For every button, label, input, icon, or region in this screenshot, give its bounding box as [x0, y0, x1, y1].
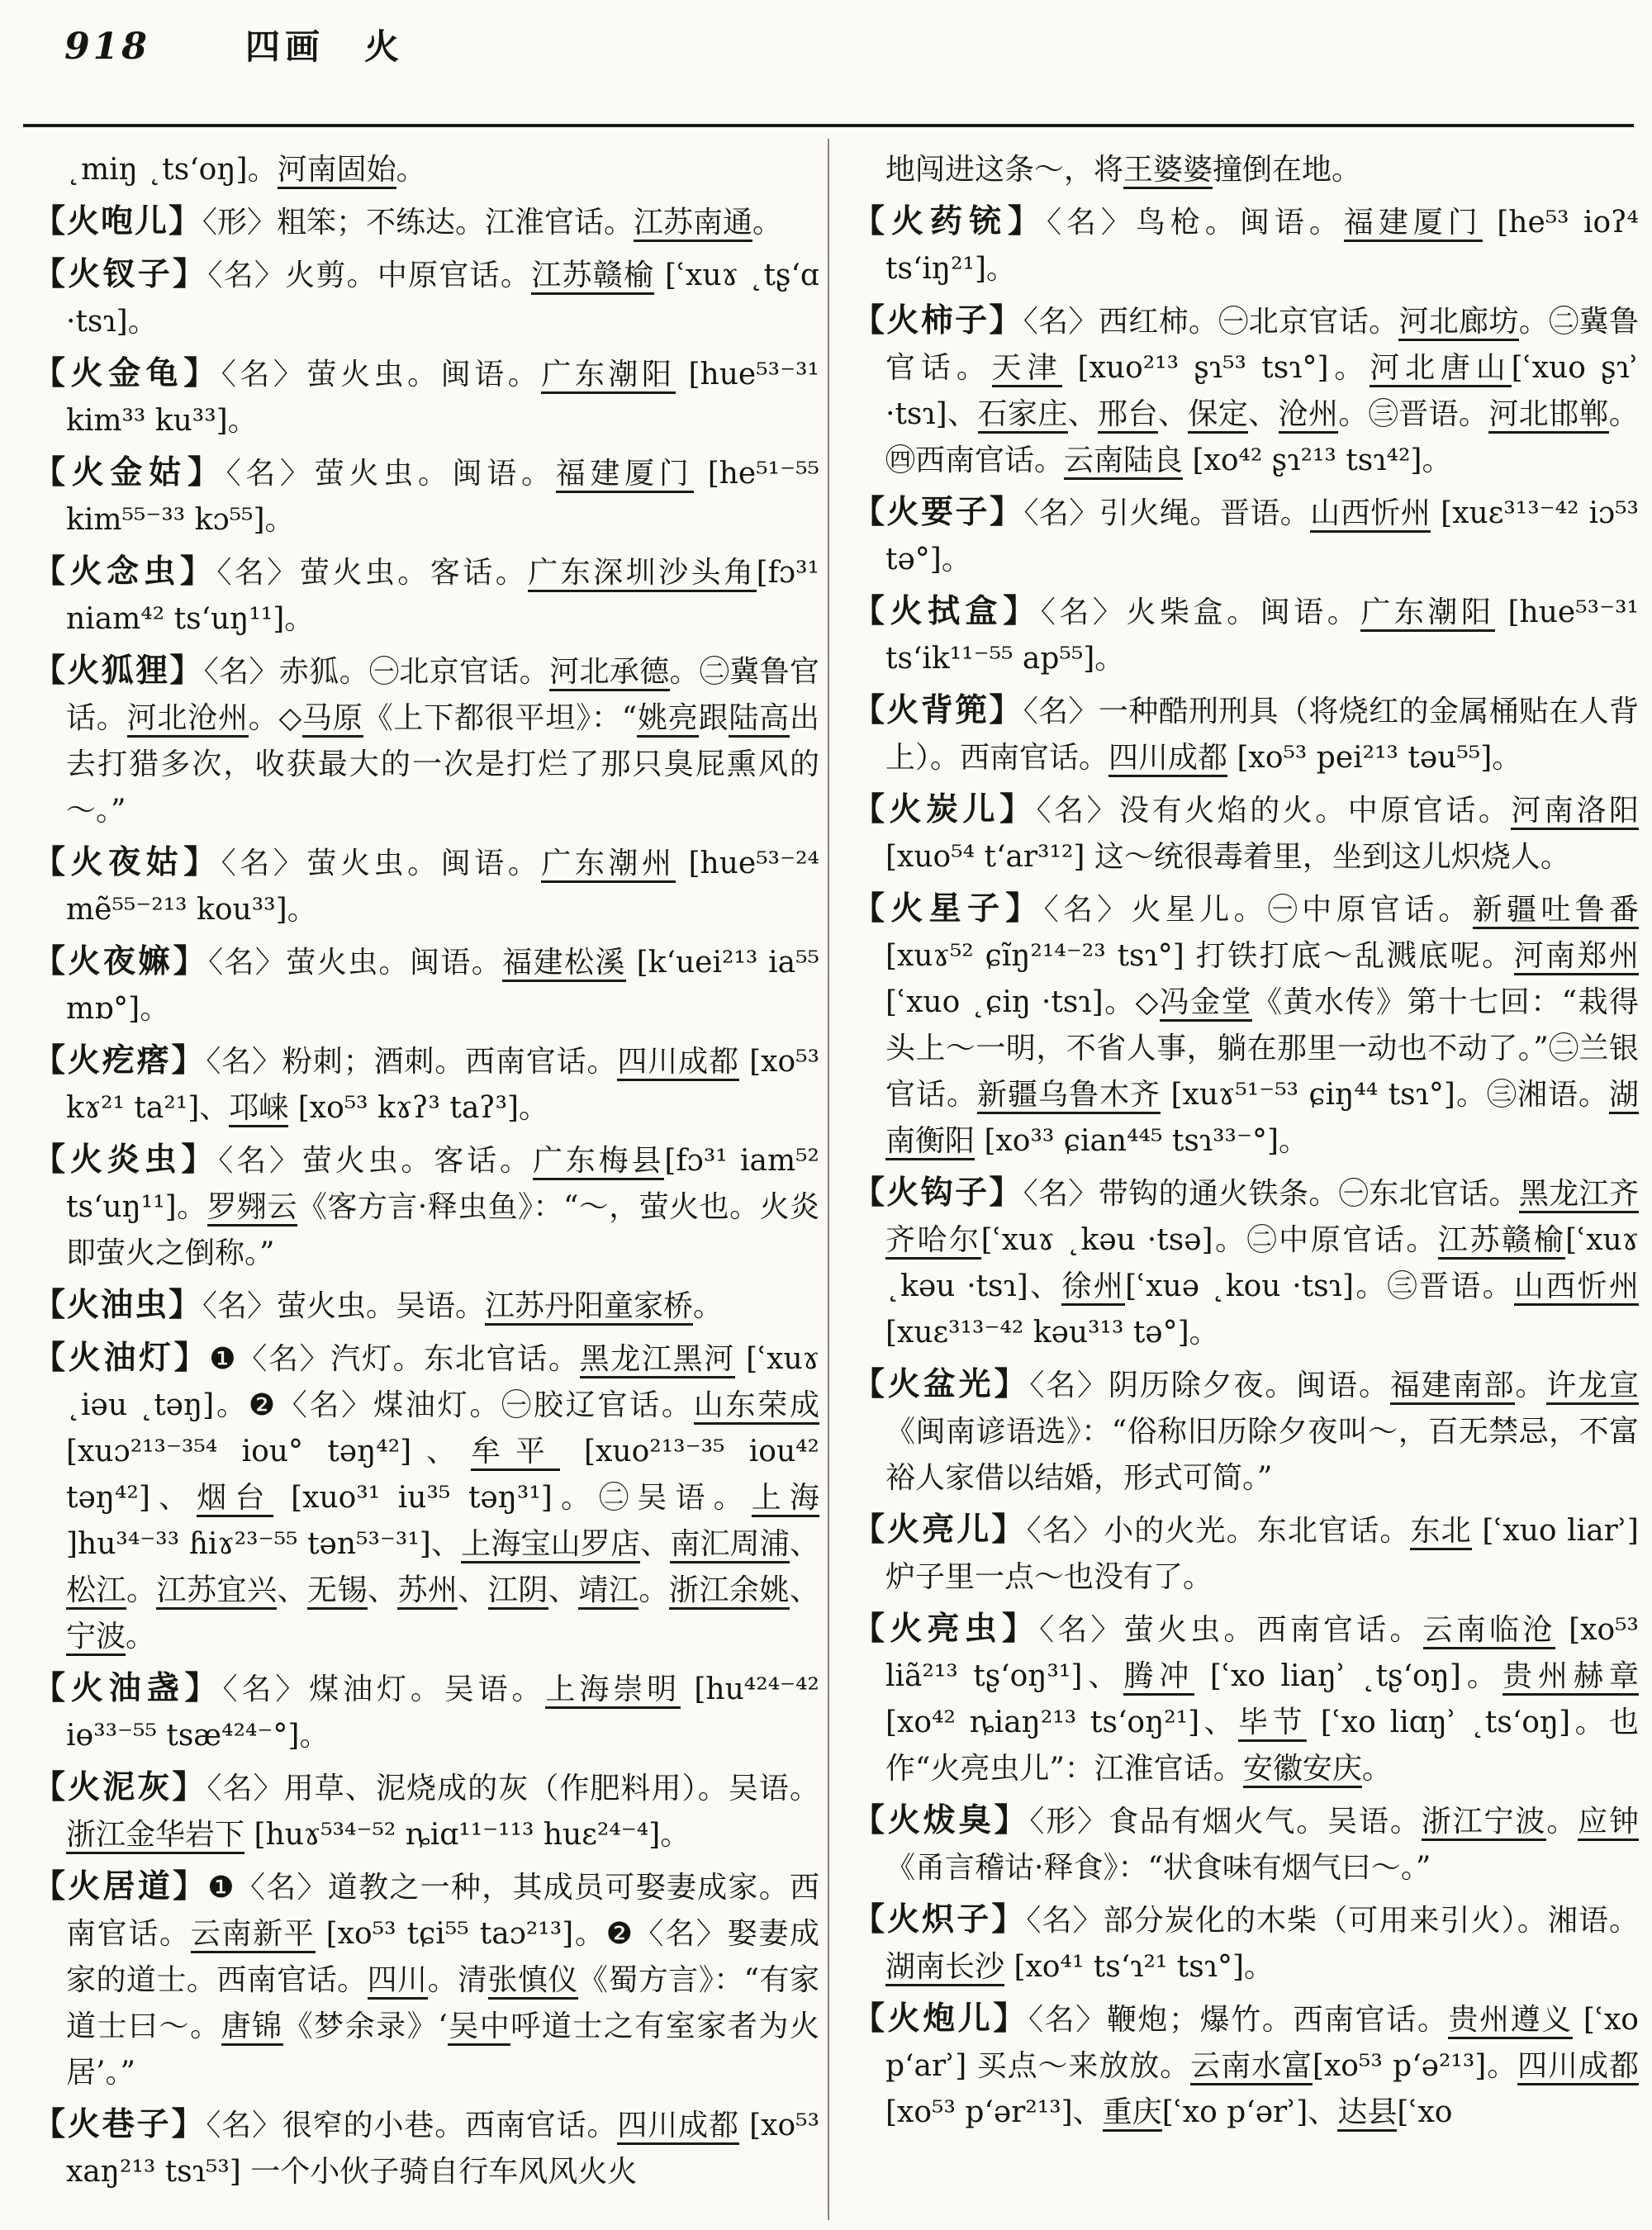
dict-entry [33, 1764, 819, 1858]
entry-text: 〈名〉部分炭化的木柴（可用来引火）。湘语。 [1026, 1904, 1639, 1938]
entry-text: [fɔ³¹ iam⁵² tsʻuŋ¹¹]。 [66, 1144, 819, 1224]
entry-headword: 【火咆儿】 [33, 202, 203, 240]
chapter-heading: 四画 火 [244, 26, 404, 67]
proper-noun: 上海 [752, 1481, 819, 1517]
proper-noun: 浙江余姚 [669, 1573, 790, 1610]
proper-noun: 宁波 [66, 1620, 126, 1656]
entry-text: [xo⁴² ȵiaŋ²¹³ tsʻoŋ²¹]、 [885, 1706, 1239, 1739]
proper-noun: 福建厦门 [1344, 206, 1483, 242]
entry-text: 。 [396, 153, 426, 187]
dict-entry [33, 1665, 819, 1759]
proper-noun: 腾冲 [1123, 1659, 1194, 1696]
proper-noun: 湖南衡阳 [885, 1078, 1639, 1160]
entry-headword: 【火夜姑】 [33, 843, 221, 881]
entry-text: 〈名〉用草、泥烧成的灰（作肥料用）。吴语。 [206, 1772, 819, 1805]
entry-headword: 【火炮儿】 [852, 2000, 1029, 2038]
proper-noun: 毕节 [1238, 1706, 1307, 1742]
entry-text: 《闽南谚语选》：“俗称旧历除夕夜叫～，百无禁忌，不富裕人家借以结婚，形式可简。” [885, 1415, 1639, 1495]
proper-noun: 马原 [302, 701, 363, 738]
dict-entry [852, 588, 1639, 682]
entry-headword: 【火泥灰】 [33, 1768, 207, 1806]
entry-text: 《客方言·释虫鱼》：“～，萤火也。火炎即萤火之倒称。” [66, 1190, 819, 1270]
entry-text: 《黄水传》第十七回：“栽得头上～一明，不省人事，躺在那里一动也不动了。”㊁兰银官话。 [885, 985, 1639, 1112]
entry-text: [xo⁵³ kɤʔ³ taʔ³]。 [288, 1091, 549, 1125]
entry-text: [he⁵¹⁻⁵⁵ kim⁵⁵⁻³³ kɔ⁵⁵]。 [66, 457, 819, 537]
dict-entry [33, 648, 819, 834]
entry-text: [xuɛ³¹³⁻⁴² iɔ⁵³ tə°]。 [885, 496, 1639, 576]
proper-noun: 江苏赣榆 [1438, 1223, 1565, 1260]
entry-text: 跟 [698, 701, 729, 735]
entry-text: [ʿxo pʻərʾ]、 [1161, 2095, 1338, 2129]
proper-noun: 山西忻州 [1310, 496, 1431, 533]
entry-text: 、 [1248, 397, 1279, 431]
proper-noun: 福建厦门 [556, 457, 694, 493]
proper-noun: 河北沧州 [127, 701, 249, 738]
dict-entry [33, 449, 819, 543]
proper-noun: 黑龙江黑河 [580, 1342, 735, 1378]
entry-headword: 【火巷子】 [33, 2105, 206, 2143]
entry-text: [ʿxuo ʂɿʾ ·tsɿ]、 [885, 351, 1639, 431]
entry-text: 、 [789, 1573, 819, 1607]
entry-headword: 【火金姑】 [33, 453, 226, 491]
entry-text: 〈名〉萤火虫。吴语。 [202, 1289, 486, 1323]
entry-text: 。 [752, 206, 783, 240]
dict-entry [33, 938, 819, 1032]
proper-noun: 天津 [992, 351, 1063, 387]
proper-noun: 广东潮阳 [541, 358, 675, 394]
entry-text: [he⁵³ ioʔ⁴ tsʻiŋ²¹]。 [885, 206, 1639, 286]
right-column [852, 147, 1639, 2141]
header-rule [23, 124, 1634, 127]
proper-noun: 四川 [368, 1963, 428, 2000]
entry-text: 〈名〉西红柿。㊀北京官话。 [1023, 305, 1399, 339]
entry-headword: 【火疙瘩】 [33, 1041, 206, 1079]
column-divider [828, 139, 829, 2220]
proper-noun: 保定 [1188, 397, 1248, 434]
proper-noun: 江苏宜兴 [156, 1573, 277, 1610]
entry-text: 撞倒在地。 [1213, 153, 1362, 187]
proper-noun: 陆高 [729, 701, 790, 738]
proper-noun: 松江 [66, 1573, 126, 1610]
entry-text: 。 [1546, 1805, 1578, 1839]
dict-entry [852, 885, 1639, 1165]
proper-noun: 河北邯郸 [1488, 397, 1609, 434]
entry-text: [ʿxuɤ ˛kəu ·tsə]。㊁中原官话。 [980, 1223, 1438, 1257]
entry-headword: 【火油虫】 [33, 1286, 203, 1324]
entry-text: [hue⁵³⁻³¹ kim³³ ku³³]。 [66, 358, 819, 438]
entry-text: [xo⁵³ pʻə²¹³]。 [1312, 2049, 1518, 2083]
entry-text: 。◇ [248, 701, 303, 735]
dict-entry [852, 1995, 1639, 2136]
entry-headword: 【火钗子】 [33, 255, 208, 293]
entry-text: 。 [126, 1573, 157, 1607]
entry-text: 〈名〉一种酷刑刑具（将烧红的金属桶贴在人背上）。西南官话。 [885, 695, 1639, 775]
entry-text: 《甬言稽诂·释食》：“状食味有烟气曰～。” [885, 1851, 1431, 1885]
entry-text: 《梦余录》‘ [282, 2009, 448, 2043]
entry-text: 〈名〉鞭炮；爆竹。西南官话。 [1028, 2003, 1449, 2037]
proper-noun: 邛崃 [229, 1091, 288, 1127]
entry-text: [hu⁴²⁴⁻⁴² iɵ³³⁻⁵⁵ tsæ⁴²⁴⁻°]。 [66, 1672, 819, 1753]
entry-text: [xo⁴¹ tsʻɿ²¹ tsɿ°]。 [1004, 1950, 1275, 1984]
proper-noun: 烟台 [197, 1481, 273, 1517]
dict-entry [33, 350, 819, 444]
entry-headword: 【火炦臭】 [852, 1801, 1030, 1839]
dict-entry-continuation [852, 147, 1639, 193]
dict-entry [33, 2101, 819, 2195]
proper-noun: 四川成都 [617, 2109, 738, 2145]
proper-noun: 姚亮 [637, 701, 698, 738]
entry-headword: 【火柿子】 [852, 301, 1023, 339]
entry-text: 〈名〉阴历除夕夜。闽语。 [1029, 1369, 1390, 1402]
entry-text: [xuo³¹ iu³⁵ təŋ³¹]。㊁吴语。 [273, 1481, 752, 1515]
entry-text: [ʿxuo ˛ɕiŋ ·tsɿ]。◇ [885, 985, 1160, 1019]
entry-text: [hue⁵³⁻²⁴ mẽ⁵⁵⁻²¹³ kou³³]。 [66, 847, 819, 927]
proper-noun: 黑龙江齐齐哈尔 [885, 1177, 1639, 1260]
entry-text: 〈名〉萤火虫。闽语。 [208, 946, 503, 980]
entry-text: 〈名〉小的火光。东北官话。 [1026, 1514, 1411, 1548]
proper-noun: 张慎仪 [488, 1963, 578, 2000]
proper-noun: 山西忻州 [1514, 1269, 1639, 1306]
dict-entry [852, 1606, 1639, 1792]
entry-headword: 【火药铳】 [852, 202, 1047, 240]
entry-text: [ʿxo liɑŋʾ ˛tsʻoŋ]。也作“火亮虫儿”：江淮官话。 [885, 1706, 1639, 1786]
entry-text: 。㊁冀鲁官话。 [66, 655, 819, 735]
proper-noun: 东北 [1410, 1514, 1471, 1550]
entry-text: [xuɛ³¹³⁻⁴² kəu³¹³ tə°]。 [885, 1316, 1219, 1350]
left-column [33, 147, 819, 2200]
proper-noun: 达县 [1337, 2095, 1397, 2132]
entry-text: [xo³³ ɕian⁴⁴⁵ tsɿ³³⁻°]。 [975, 1124, 1308, 1158]
proper-noun: 湖南长沙 [885, 1950, 1004, 1986]
entry-text: 〈名〉引火绳。晋语。 [1023, 496, 1311, 530]
entry-text: [huɤ⁵³⁴⁻⁵² ȵiɑ¹¹⁻¹¹³ huɛ²⁴⁻⁴]。 [244, 1818, 691, 1852]
dict-entry [852, 1506, 1639, 1601]
proper-noun: 云南临沧 [1423, 1613, 1556, 1649]
proper-noun: 沧州 [1279, 397, 1339, 434]
entry-text: [ʿxo pʻarʾ] 买点～来放放。 [885, 2003, 1639, 2083]
entry-text: [xo⁵³ pei²¹³ təu⁵⁵]。 [1227, 741, 1522, 775]
entry-text: [kʻuei²¹³ ia⁵⁵ mɒ°]。 [66, 946, 819, 1026]
entry-text: 〈名〉赤狐。㊀北京官话。 [203, 655, 550, 689]
proper-noun: 应钟 [1578, 1805, 1639, 1841]
entry-text: ❶〈名〉道教之一种，其成员可娶妻成家。西南官话。 [66, 1871, 819, 1951]
proper-noun: 徐州 [1061, 1269, 1125, 1306]
proper-noun: 上海崇明 [545, 1672, 681, 1709]
entry-headword: 【火金龟】 [33, 354, 221, 392]
proper-noun: 唐锦 [221, 2009, 283, 2046]
proper-noun: 广东潮州 [541, 847, 675, 883]
proper-noun: 罗翙云 [207, 1190, 297, 1226]
entry-headword: 【火钩子】 [852, 1174, 1023, 1212]
entry-text: [xuo²¹³⁻³⁵ iou⁴² təŋ⁴²]、 [66, 1435, 819, 1515]
entry-text: [xo⁵³ xaŋ²¹³ tsɿ⁵³] 一个小伙子骑自行车风风火火 [66, 2109, 819, 2189]
proper-noun: 浙江金华岩下 [66, 1818, 244, 1854]
proper-noun: 石家庄 [978, 397, 1068, 434]
entry-headword: 【火油盏】 [33, 1669, 223, 1707]
dict-entry [852, 786, 1639, 880]
dict-entry [33, 1136, 819, 1277]
proper-noun: 许龙宣 [1546, 1369, 1639, 1405]
entry-text: 地闯进这条～，将 [885, 153, 1124, 187]
proper-noun: 云南新平 [191, 1917, 316, 1953]
dict-entry [852, 198, 1639, 292]
page-number: 918 [64, 26, 150, 68]
proper-noun: 吴中 [448, 2009, 511, 2046]
proper-noun: 河南郑州 [1514, 939, 1639, 975]
proper-noun: 山东荣成 [694, 1388, 819, 1425]
entry-text: [xuo⁵⁴ tʻar³¹²] 这～统很毒着里，坐到这儿炽烧人。 [885, 840, 1570, 874]
entry-text: [xuo²¹³ ʂɿ⁵³ tsɿ°]。 [1062, 351, 1370, 385]
entry-text: [fɔ³¹ niam⁴² tsʻuŋ¹¹]。 [66, 556, 819, 636]
entry-text: 、 [1067, 397, 1099, 431]
entry-text: 《上下都很平坦》：“ [363, 701, 638, 735]
proper-noun: 四川成都 [1108, 741, 1227, 777]
dict-entry [852, 687, 1639, 781]
entry-text: ❶〈名〉汽灯。东北官话。 [209, 1342, 580, 1376]
proper-noun: 南汇周浦 [670, 1527, 790, 1563]
proper-noun: 新疆乌鲁木齐 [977, 1078, 1161, 1114]
entry-text: [ʿxuo liarʾ] 炉子里一点～也没有了。 [885, 1514, 1639, 1594]
entry-headword: 【火炎虫】 [33, 1141, 219, 1179]
entry-text: 呼道士之有室家者为火居’。” [66, 2009, 819, 2090]
entry-text: [ʿxuɤ ˛iəu ˛təŋ]。❷〈名〉煤油灯。㊀胶辽官话。 [66, 1342, 819, 1422]
proper-noun: 贵州遵义 [1448, 2003, 1572, 2039]
proper-noun: 广东潮阳 [1360, 595, 1494, 632]
entry-text: 、 [789, 1527, 819, 1561]
entry-text: 〈名〉没有火焰的火。中原官话。 [1036, 794, 1512, 828]
entry-text: [xuɤ⁵² ɕĩŋ²¹⁴⁻²³ tsɿ°] 打铁打底～乱溅底呢。 [885, 939, 1514, 973]
entry-headword: 【火居道】 [33, 1867, 208, 1905]
entry-text: 〈名〉萤火虫。闽语。 [225, 457, 556, 491]
entry-text: 〈名〉萤火虫。闽语。 [221, 358, 542, 391]
proper-noun: 冯金堂 [1160, 985, 1252, 1022]
proper-noun: 福建松溪 [502, 946, 626, 982]
proper-noun: 广东深圳沙头角 [528, 556, 756, 592]
proper-noun: 江苏丹阳童家桥 [485, 1289, 693, 1326]
proper-noun: 四川成都 [1517, 2049, 1639, 2085]
entry-text: [xo⁵³ kɤ²¹ ta²¹]、 [66, 1045, 819, 1125]
proper-noun: 牟平 [471, 1435, 560, 1471]
entry-headword: 【火亮儿】 [852, 1511, 1027, 1549]
dict-entry [852, 1797, 1639, 1891]
entry-text: ˛miŋ ˛tsʻoŋ]。 [66, 153, 278, 187]
proper-noun: 新疆吐鲁番 [1473, 893, 1639, 929]
entry-text: 〈名〉煤油灯。吴语。 [222, 1672, 546, 1706]
entry-text: 〈名〉粉刺；酒刺。西南官话。 [206, 1045, 618, 1079]
proper-noun: 河北廊坊 [1398, 305, 1518, 341]
entry-text: 、 [640, 1527, 671, 1561]
entry-text: [xo⁴² ʂɿ²¹³ tsɿ⁴²]。 [1183, 444, 1452, 477]
dict-entry [33, 548, 819, 643]
entry-text: 。清 [427, 1963, 488, 1997]
entry-text: 、 [1157, 397, 1189, 431]
entry-text: 〈名〉萤火虫。客话。 [216, 556, 529, 590]
proper-noun: 江苏赣榆 [531, 259, 654, 295]
dict-entry [33, 1863, 819, 2096]
entry-text: 〈名〉萤火虫。西南官话。 [1039, 1613, 1423, 1647]
proper-noun: 河南固始 [278, 153, 396, 189]
entry-text: 出去打猎多次，收获最大的一次是打烂了那只臭屁熏风的～。” [66, 701, 819, 828]
dict-entry [33, 1282, 819, 1330]
entry-headword: 【火要子】 [852, 493, 1024, 531]
entry-text: 。 [693, 1289, 724, 1323]
entry-text: 。 [126, 1620, 156, 1654]
dict-entry [852, 1361, 1639, 1502]
entry-text: 〈形〉粗笨；不练达。江淮官话。 [202, 206, 634, 240]
entry-text: [xo⁵³ pʻər²¹³]、 [885, 2095, 1103, 2129]
entry-text: 〈名〉很窄的小巷。西南官话。 [206, 2109, 618, 2142]
proper-noun: 浙江宁波 [1422, 1805, 1547, 1841]
entry-text: 。㊁冀鲁官话。 [885, 305, 1639, 385]
entry-text: 〈名〉火剪。中原官话。 [207, 259, 532, 292]
entry-text: 。㊂晋语。 [1338, 397, 1489, 431]
proper-noun: 云南陆良 [1064, 444, 1183, 480]
entry-text: 〈名〉火柴盒。闽语。 [1040, 595, 1361, 629]
proper-noun: 四川成都 [617, 1045, 738, 1081]
proper-noun: 福建南部 [1390, 1369, 1516, 1405]
entry-headword: 【火念虫】 [33, 553, 217, 591]
entry-text: 、 [367, 1573, 398, 1607]
entry-text: [hue⁵³⁻³¹ tsʻik¹¹⁻⁵⁵ ap⁵⁵]。 [885, 595, 1639, 676]
dict-entry [33, 839, 819, 933]
dict-entry [33, 1335, 819, 1660]
entry-text: [ʿxo [1397, 2095, 1453, 2129]
entry-headword: 【火炽子】 [852, 1900, 1027, 1938]
entry-text: [xo⁵³ tɕi⁵⁵ taɔ²¹³]。❷〈名〉娶妻成家的道士。西南官话。 [66, 1917, 819, 1997]
entry-text: [ʿxuə ˛kou ·tsɿ]。㊂晋语。 [1125, 1269, 1514, 1303]
dict-entry [852, 1170, 1639, 1356]
proper-noun: 云南水富 [1190, 2049, 1313, 2085]
entry-text: 、 [548, 1573, 579, 1607]
entry-text: 。㊃西南官话。 [885, 397, 1639, 477]
entry-headword: 【火油灯】 [33, 1339, 210, 1377]
proper-noun: 邢台 [1098, 397, 1158, 434]
proper-noun: 河南洛阳 [1511, 794, 1639, 830]
entry-headword: 【火盆光】 [852, 1365, 1030, 1403]
entry-headword: 【火背篼】 [852, 691, 1023, 729]
entry-text: 〈名〉萤火虫。客话。 [218, 1144, 533, 1178]
proper-noun: 江阴 [488, 1573, 548, 1610]
proper-noun: 贵州赫章 [1502, 1659, 1639, 1696]
entry-text: [ʿxuɤ ˛tʂʻɑ ·tsɿ]。 [66, 259, 819, 339]
proper-noun: 安徽安庆 [1243, 1752, 1362, 1788]
entry-headword: 【火拭盒】 [852, 592, 1041, 630]
proper-noun: 无锡 [307, 1573, 368, 1610]
dict-entry [33, 251, 819, 345]
dict-entry [33, 198, 819, 246]
dict-entry [852, 1896, 1639, 1990]
entry-text: ]hu³⁴⁻³³ ɦiɤ²³⁻⁵⁵ tən⁵³⁻³¹]、 [66, 1527, 462, 1561]
entry-text: 〈名〉火星儿。㊀中原官话。 [1043, 893, 1473, 927]
entry-text: [xuɤ⁵¹⁻⁵³ ɕiŋ⁴⁴ tsɿ°]。㊂湘语。 [1161, 1078, 1609, 1112]
entry-headword: 【火亮虫】 [852, 1610, 1040, 1648]
dict-entry [852, 297, 1639, 484]
entry-text: 〈名〉鸟枪。闽语。 [1046, 206, 1344, 240]
page-header [64, 20, 1617, 69]
entry-text: 、 [458, 1573, 488, 1607]
proper-noun: 上海宝山罗店 [461, 1527, 640, 1563]
entry-text: 。 [1515, 1369, 1547, 1402]
entry-headword: 【火炭儿】 [852, 790, 1037, 828]
proper-noun: 河北唐山 [1370, 351, 1511, 387]
entry-text: [xuɔ²¹³⁻³⁵⁴ iou° təŋ⁴²]、 [66, 1435, 471, 1468]
entry-text: [ʿxuɤ ˛kəu ·tsɿ]、 [885, 1223, 1639, 1303]
entry-headword: 【火狐狸】 [33, 652, 204, 690]
entry-headword: 【火夜嫲】 [33, 942, 209, 980]
entry-text: [ʿxo liaŋʾ ˛tʂʻoŋ]。 [1194, 1659, 1502, 1693]
entry-text: 〈名〉萤火虫。闽语。 [221, 847, 542, 880]
proper-noun: 广东梅县 [533, 1144, 664, 1180]
dict-entry [33, 1037, 819, 1132]
entry-text: 、 [277, 1573, 307, 1607]
entry-text: 。 [638, 1573, 669, 1607]
dict-entry [852, 489, 1639, 583]
dict-entry-continuation [33, 147, 819, 193]
proper-noun: 江苏南通 [634, 206, 752, 242]
entry-text: 〈形〉食品有烟火气。吴语。 [1029, 1805, 1422, 1839]
proper-noun: 重庆 [1103, 2095, 1162, 2132]
entry-text: 《蜀方言》：“有家道士曰～。 [66, 1963, 819, 2043]
proper-noun: 王婆婆 [1123, 153, 1213, 189]
entry-headword: 【火星子】 [852, 890, 1044, 928]
entry-text: [xo⁵³ liã²¹³ tʂʻoŋ³¹]、 [885, 1613, 1639, 1693]
proper-noun: 苏州 [397, 1573, 458, 1610]
proper-noun: 河北承德 [549, 655, 669, 691]
entry-text: 〈名〉带钩的通火铁条。㊀东北官话。 [1023, 1177, 1519, 1211]
proper-noun: 靖江 [578, 1573, 638, 1610]
entry-text: 。 [1361, 1752, 1392, 1786]
